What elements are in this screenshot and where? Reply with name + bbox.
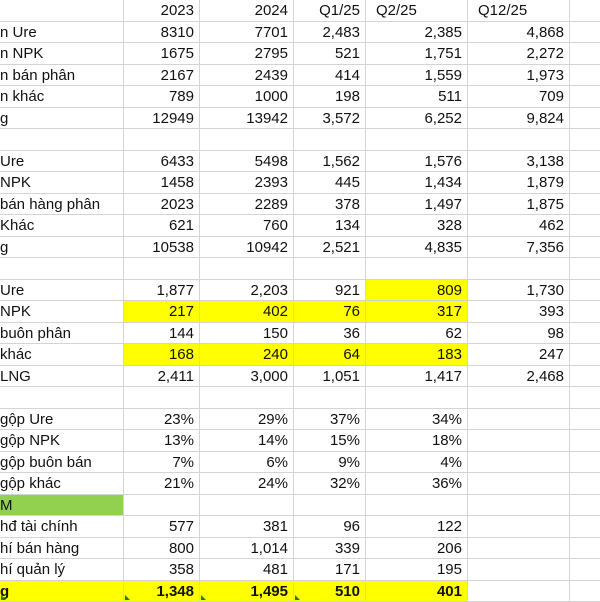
error-indicator-icon: [295, 595, 300, 600]
row-label-cell[interactable]: n bán phân: [0, 65, 124, 87]
table-row: [0, 452, 600, 474]
row-label-cell[interactable]: n Ure: [0, 22, 124, 44]
data-cell[interactable]: 1,877: [124, 280, 200, 302]
grid-cell[interactable]: [570, 344, 600, 366]
row-label-cell[interactable]: g: [0, 237, 124, 259]
grid-cell[interactable]: [570, 495, 600, 517]
data-cell[interactable]: 1000: [200, 86, 294, 108]
row-label-cell[interactable]: [0, 387, 124, 409]
data-cell[interactable]: 414: [294, 65, 366, 87]
data-cell[interactable]: 2289: [200, 194, 294, 216]
table-row: [0, 495, 600, 517]
data-cell[interactable]: 1,576: [366, 151, 468, 173]
data-cell[interactable]: 217: [124, 301, 200, 323]
table-row: [0, 473, 600, 495]
grid-cell[interactable]: [570, 280, 600, 302]
data-cell[interactable]: 122: [366, 516, 468, 538]
table-row: [0, 129, 600, 151]
data-cell[interactable]: 76: [294, 301, 366, 323]
data-cell[interactable]: 2,411: [124, 366, 200, 388]
data-cell[interactable]: 168: [124, 344, 200, 366]
data-cell[interactable]: 462: [468, 215, 570, 237]
table-row: [0, 538, 600, 560]
data-cell[interactable]: 2,468: [468, 366, 570, 388]
data-cell[interactable]: 32%: [294, 473, 366, 495]
grid-cell[interactable]: [570, 516, 600, 538]
data-cell[interactable]: 6433: [124, 151, 200, 173]
data-cell[interactable]: 3,572: [294, 108, 366, 130]
row-label-cell[interactable]: khác: [0, 344, 124, 366]
data-cell[interactable]: 247: [468, 344, 570, 366]
data-cell[interactable]: [200, 495, 294, 517]
data-cell[interactable]: [366, 258, 468, 280]
row-label-cell[interactable]: gộp buôn bán: [0, 452, 124, 474]
data-cell[interactable]: 4%: [366, 452, 468, 474]
data-cell[interactable]: 195: [366, 559, 468, 581]
row-label-cell[interactable]: hí quản lý: [0, 559, 124, 581]
data-cell[interactable]: 12949: [124, 108, 200, 130]
grid-cell[interactable]: [570, 0, 600, 22]
table-row: [0, 237, 600, 259]
row-label-cell[interactable]: hí bán hàng: [0, 538, 124, 560]
row-label-cell[interactable]: M: [0, 495, 124, 517]
data-cell[interactable]: [468, 452, 570, 474]
grid-cell[interactable]: [570, 430, 600, 452]
data-cell[interactable]: 21%: [124, 473, 200, 495]
table-row: [0, 43, 600, 65]
data-cell[interactable]: [366, 387, 468, 409]
data-cell[interactable]: 1,973: [468, 65, 570, 87]
data-cell[interactable]: 378: [294, 194, 366, 216]
table-row: [0, 366, 600, 388]
row-label-cell[interactable]: [0, 129, 124, 151]
data-cell[interactable]: [124, 129, 200, 151]
data-cell[interactable]: 150: [200, 323, 294, 345]
data-cell[interactable]: 809: [366, 280, 468, 302]
data-cell[interactable]: 1,879: [468, 172, 570, 194]
data-cell[interactable]: 1675: [124, 43, 200, 65]
data-cell[interactable]: [468, 581, 570, 602]
data-cell[interactable]: [200, 387, 294, 409]
data-cell[interactable]: 381: [200, 516, 294, 538]
error-indicator-icon: [125, 595, 130, 600]
data-cell[interactable]: 521: [294, 43, 366, 65]
data-cell[interactable]: 2439: [200, 65, 294, 87]
row-label-cell[interactable]: Ure: [0, 151, 124, 173]
data-cell[interactable]: 328: [366, 215, 468, 237]
data-cell[interactable]: 4,868: [468, 22, 570, 44]
data-cell[interactable]: 1,730: [468, 280, 570, 302]
data-cell[interactable]: 481: [200, 559, 294, 581]
grid-cell[interactable]: [570, 215, 600, 237]
data-cell[interactable]: [366, 495, 468, 517]
grid-cell[interactable]: [570, 194, 600, 216]
row-label-cell[interactable]: g: [0, 108, 124, 130]
table-row: [0, 215, 600, 237]
data-cell[interactable]: 339: [294, 538, 366, 560]
grid-cell[interactable]: [570, 366, 600, 388]
data-cell[interactable]: [200, 129, 294, 151]
data-cell[interactable]: 393: [468, 301, 570, 323]
header-cell-label[interactable]: [0, 0, 124, 22]
grid-cell[interactable]: [570, 237, 600, 259]
data-cell[interactable]: [294, 258, 366, 280]
data-cell[interactable]: 240: [200, 344, 294, 366]
data-cell[interactable]: 2393: [200, 172, 294, 194]
data-cell[interactable]: 921: [294, 280, 366, 302]
data-cell[interactable]: [366, 129, 468, 151]
data-cell[interactable]: 206: [366, 538, 468, 560]
data-cell[interactable]: [468, 473, 570, 495]
data-cell[interactable]: 64: [294, 344, 366, 366]
data-cell[interactable]: 800: [124, 538, 200, 560]
data-cell[interactable]: 9%: [294, 452, 366, 474]
data-cell[interactable]: [468, 129, 570, 151]
data-cell[interactable]: 1,434: [366, 172, 468, 194]
data-cell[interactable]: 36%: [366, 473, 468, 495]
data-cell[interactable]: 3,138: [468, 151, 570, 173]
data-cell[interactable]: [468, 387, 570, 409]
data-cell[interactable]: 1,751: [366, 43, 468, 65]
data-cell[interactable]: 6,252: [366, 108, 468, 130]
data-cell[interactable]: 7%: [124, 452, 200, 474]
table-row: [0, 344, 600, 366]
table-row: [0, 430, 600, 452]
data-cell[interactable]: 2,521: [294, 237, 366, 259]
table-row: [0, 108, 600, 130]
data-cell[interactable]: 37%: [294, 409, 366, 431]
data-cell[interactable]: [124, 258, 200, 280]
data-cell[interactable]: 198: [294, 86, 366, 108]
error-indicator-icon: [201, 595, 206, 600]
data-cell[interactable]: 62: [366, 323, 468, 345]
row-label-cell[interactable]: gộp NPK: [0, 430, 124, 452]
row-label-cell[interactable]: n khác: [0, 86, 124, 108]
grid-cell[interactable]: [570, 43, 600, 65]
data-cell[interactable]: 7,356: [468, 237, 570, 259]
header-cell-2023[interactable]: 2023: [124, 0, 200, 22]
row-label-cell[interactable]: n NPK: [0, 43, 124, 65]
data-cell[interactable]: [468, 430, 570, 452]
table-row: [0, 151, 600, 173]
data-cell[interactable]: 10942: [200, 237, 294, 259]
table-row: [0, 86, 600, 108]
table-row: [0, 516, 600, 538]
data-cell[interactable]: 577: [124, 516, 200, 538]
data-cell[interactable]: 2795: [200, 43, 294, 65]
grid-cell[interactable]: [570, 151, 600, 173]
row-label-cell[interactable]: bán hàng phân: [0, 194, 124, 216]
row-label-cell[interactable]: hđ tài chính: [0, 516, 124, 538]
table-row: [0, 280, 600, 302]
table-row: [0, 409, 600, 431]
table-row: [0, 323, 600, 345]
data-cell[interactable]: 98: [468, 323, 570, 345]
row-label-cell[interactable]: [0, 258, 124, 280]
data-cell[interactable]: 96: [294, 516, 366, 538]
data-cell[interactable]: 1,495: [200, 581, 294, 602]
row-label-cell[interactable]: buôn phân: [0, 323, 124, 345]
data-cell[interactable]: 13%: [124, 430, 200, 452]
data-cell[interactable]: 511: [366, 86, 468, 108]
data-cell[interactable]: 1,562: [294, 151, 366, 173]
data-cell[interactable]: 10538: [124, 237, 200, 259]
data-cell[interactable]: [294, 387, 366, 409]
data-cell[interactable]: 3,000: [200, 366, 294, 388]
data-cell[interactable]: [124, 495, 200, 517]
data-cell[interactable]: 2,483: [294, 22, 366, 44]
table-row: [0, 301, 600, 323]
data-cell[interactable]: 510: [294, 581, 366, 602]
data-cell[interactable]: 1458: [124, 172, 200, 194]
data-cell[interactable]: 401: [366, 581, 468, 602]
data-cell[interactable]: 24%: [200, 473, 294, 495]
data-cell[interactable]: 34%: [366, 409, 468, 431]
error-indicator-icon: [1, 595, 6, 600]
data-cell[interactable]: [468, 516, 570, 538]
data-cell[interactable]: 134: [294, 215, 366, 237]
grid-cell[interactable]: [570, 258, 600, 280]
table-row: [0, 172, 600, 194]
data-cell[interactable]: 5498: [200, 151, 294, 173]
data-cell[interactable]: 2167: [124, 65, 200, 87]
data-cell[interactable]: 29%: [200, 409, 294, 431]
grid-cell[interactable]: [570, 387, 600, 409]
grid-cell[interactable]: [570, 301, 600, 323]
data-cell[interactable]: 2,272: [468, 43, 570, 65]
table-row: [0, 559, 600, 581]
data-cell[interactable]: 13942: [200, 108, 294, 130]
data-cell[interactable]: [124, 387, 200, 409]
row-label-cell[interactable]: Khác: [0, 215, 124, 237]
data-cell[interactable]: 9,824: [468, 108, 570, 130]
header-cell-q12-25[interactable]: Q12/25: [468, 0, 570, 22]
data-cell[interactable]: 2,385: [366, 22, 468, 44]
grid-cell[interactable]: [570, 409, 600, 431]
data-cell[interactable]: 358: [124, 559, 200, 581]
table-row: [0, 258, 600, 280]
data-cell[interactable]: 1,417: [366, 366, 468, 388]
data-cell[interactable]: 171: [294, 559, 366, 581]
table-row: [0, 387, 600, 409]
row-label-cell[interactable]: NPK: [0, 301, 124, 323]
grid-cell[interactable]: [570, 108, 600, 130]
data-cell[interactable]: 7701: [200, 22, 294, 44]
grid-cell[interactable]: [570, 22, 600, 44]
header-cell-q2-25[interactable]: Q2/25: [366, 0, 468, 22]
grid-cell[interactable]: [570, 452, 600, 474]
grid-cell[interactable]: [570, 538, 600, 560]
data-cell[interactable]: 15%: [294, 430, 366, 452]
data-cell[interactable]: [468, 495, 570, 517]
row-label-cell[interactable]: LNG: [0, 366, 124, 388]
data-cell[interactable]: [468, 538, 570, 560]
data-cell[interactable]: 2023: [124, 194, 200, 216]
grid-cell[interactable]: [570, 65, 600, 87]
table-row: [0, 65, 600, 87]
table-row: [0, 194, 600, 216]
data-cell[interactable]: 317: [366, 301, 468, 323]
data-cell[interactable]: 1,348: [124, 581, 200, 602]
data-cell[interactable]: [468, 559, 570, 581]
data-cell[interactable]: 1,875: [468, 194, 570, 216]
data-cell[interactable]: 18%: [366, 430, 468, 452]
data-cell[interactable]: 789: [124, 86, 200, 108]
data-cell[interactable]: 402: [200, 301, 294, 323]
data-cell[interactable]: 23%: [124, 409, 200, 431]
data-cell[interactable]: 709: [468, 86, 570, 108]
row-label-cell[interactable]: gộp khác: [0, 473, 124, 495]
data-cell[interactable]: 1,559: [366, 65, 468, 87]
data-cell[interactable]: 36: [294, 323, 366, 345]
data-cell[interactable]: [294, 129, 366, 151]
data-cell[interactable]: [200, 258, 294, 280]
data-cell[interactable]: 14%: [200, 430, 294, 452]
data-cell[interactable]: 4,835: [366, 237, 468, 259]
data-cell[interactable]: 1,014: [200, 538, 294, 560]
row-label-cell[interactable]: gộp Ure: [0, 409, 124, 431]
data-cell[interactable]: 1,497: [366, 194, 468, 216]
data-cell[interactable]: 621: [124, 215, 200, 237]
grid-cell[interactable]: [570, 323, 600, 345]
data-cell[interactable]: 6%: [200, 452, 294, 474]
header-cell-q1-25[interactable]: Q1/25: [294, 0, 366, 22]
header-row: [0, 0, 600, 22]
table-row: [0, 22, 600, 44]
data-cell[interactable]: [468, 258, 570, 280]
data-cell[interactable]: 2,203: [200, 280, 294, 302]
row-label-cell[interactable]: Ure: [0, 280, 124, 302]
grid-cell[interactable]: [570, 86, 600, 108]
grid-cell[interactable]: [570, 172, 600, 194]
header-cell-2024[interactable]: 2024: [200, 0, 294, 22]
data-cell[interactable]: 183: [366, 344, 468, 366]
data-cell[interactable]: 144: [124, 323, 200, 345]
data-cell[interactable]: 1,051: [294, 366, 366, 388]
grid-cell[interactable]: [570, 129, 600, 151]
grid-cell[interactable]: [570, 559, 600, 581]
table-row: [0, 581, 600, 602]
data-cell[interactable]: 445: [294, 172, 366, 194]
row-label-cell[interactable]: g: [0, 581, 124, 602]
data-cell[interactable]: 8310: [124, 22, 200, 44]
data-cell[interactable]: [294, 495, 366, 517]
data-cell[interactable]: [468, 409, 570, 431]
grid-cell[interactable]: [570, 581, 600, 602]
row-label-cell[interactable]: NPK: [0, 172, 124, 194]
grid-cell[interactable]: [570, 473, 600, 495]
data-cell[interactable]: 760: [200, 215, 294, 237]
